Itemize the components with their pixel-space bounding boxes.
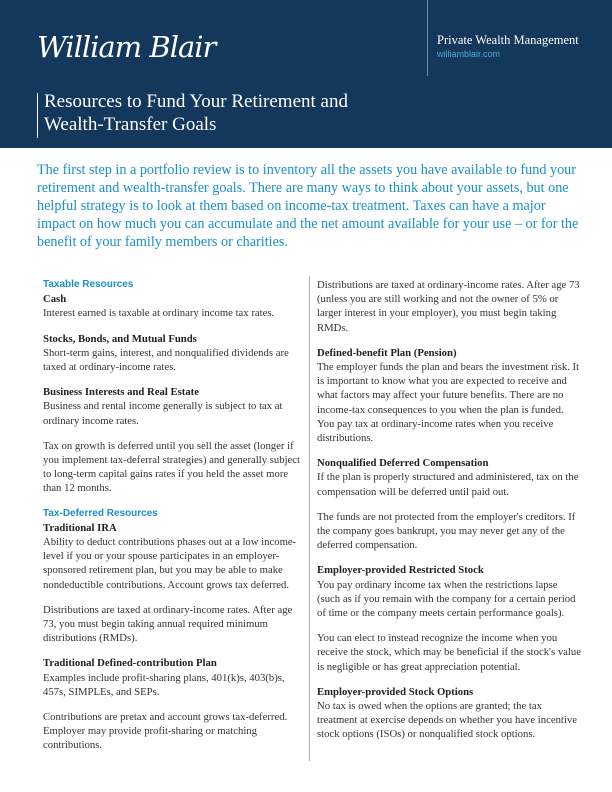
dc-contribution-text: Contributions are pretax and account grows tax-deferred. Employer may provide profit-sharing or matching contributions. [43,711,288,752]
left-column [43,278,306,764]
stock-options-text: No tax is owed when the options are granted; the tax treatment at exercise depends on whether you have incentive stock options (ISOs) or nonqualified stock options. [317,700,577,741]
ira-section [43,521,306,592]
pension-title: Defined-benefit Plan (Pension) [317,346,457,359]
company-logo: William Blair [37,30,216,64]
header-banner [0,0,612,148]
restricted-stock-election-text: You can elect to instead recognize the income when you receive the stock, which may be beneficial if the stock's value is negligible or has great appreciation potential. [317,632,581,673]
business-title: Business Interests and Real Estate [43,386,199,399]
pension-text: The employer funds the plan and bears the investment risk. It is important to know what you are expected to receive and what factors may affect your future benefits. There are no income-tax consequences to you when the plan is funded. You pay tax at ordinary-income rates when you receive distributions. [317,361,580,445]
tax-deferred-heading: Tax-Deferred Resources [43,507,158,519]
business-section [43,385,306,428]
stocks-text: Short-term gains, interest, and nonqualified dividends are taxed at ordinary-income rates. [43,346,289,374]
website-link[interactable]: williamblair.com [437,49,501,59]
cash-section [43,292,306,320]
stocks-section [43,332,306,375]
taxable-resources-heading: Taxable Resources [43,279,134,290]
page-title-line1: Resources to Fund Your Retirement and [44,91,348,112]
page-title [44,90,424,136]
header-divider [427,0,428,76]
cash-text: Interest earned is taxable at ordinary income tax rates. [43,307,275,320]
right-column [317,278,583,753]
dc-plan-section [43,656,306,699]
nqdc-title: Nonqualified Deferred Compensation [317,457,489,470]
ira-distribution-text: Distributions are taxed at ordinary-income rates. After age 73, you must begin taking annual required minimum distributions (RMDs). [43,603,293,645]
division-name: Private Wealth Management [437,33,579,47]
stock-options-title: Employer-provided Stock Options [317,685,474,698]
cash-title: Cash [43,293,67,306]
nqdc-creditors-text: The funds are not protected from the employer's creditors. If the company goes bankrupt, you may never get any of the deferred compensation. [317,510,576,552]
stock-options-section [317,685,583,742]
growth-text: Tax on growth is deferred until you sell the asset (longer if you implement tax-deferral strategies) and generally subject to long-term capital gains rates if you held the asset more than 12 months. [43,439,300,495]
pension-section [317,346,583,445]
intro-paragraph: The first step in a portfolio review is to inventory all the assets you have available to fund your retirement and wealth-transfer goals. There are many ways to think about your assets, but one helpful strategy is to look at them based on income-tax treatment. Taxes can have a major impact on how much you can accumulate and the net amount available for your use – or for the benefit of your family members or charities. [37,162,579,250]
dc-plan-text: Examples include profit-sharing plans, 401(k)s, 403(b)s, 457s, SIMPLEs, and SEPs. [43,671,285,698]
nqdc-text: If the plan is properly structured and administered, tax on the compensation will be deferred until paid out. [317,471,579,498]
dc-distribution-text: Distributions are taxed at ordinary-income rates. After age 73 (unless you are still working and not the owner of 5% or larger interest in your employer), you must begin taking RMDs. [317,279,580,334]
dc-plan-title: Traditional Defined-contribution Plan [43,657,217,670]
business-text: Business and rental income generally is subject to tax at ordinary income rates. [43,400,283,427]
restricted-stock-section [317,563,583,620]
nqdc-section [317,456,583,499]
ira-text: Ability to deduct contributions phases out at a low income-level if you or your spouse participates in an employer-sponsored retirement plan, but you may be able to make nondeductible contributions. Account grows tax deferred. [43,536,297,591]
restricted-stock-text: You pay ordinary income tax when the restrictions lapse (such as if you remain with the company for a certain period of time or the company meets certain performance goals). [317,578,576,620]
title-accent-bar [37,93,38,138]
stocks-title: Stocks, Bonds, and Mutual Funds [43,332,197,345]
ira-title: Traditional IRA [43,521,117,534]
page-title-line2: Wealth-Transfer Goals [44,114,217,135]
column-divider [309,276,310,761]
restricted-stock-title: Employer-provided Restricted Stock [317,564,484,577]
